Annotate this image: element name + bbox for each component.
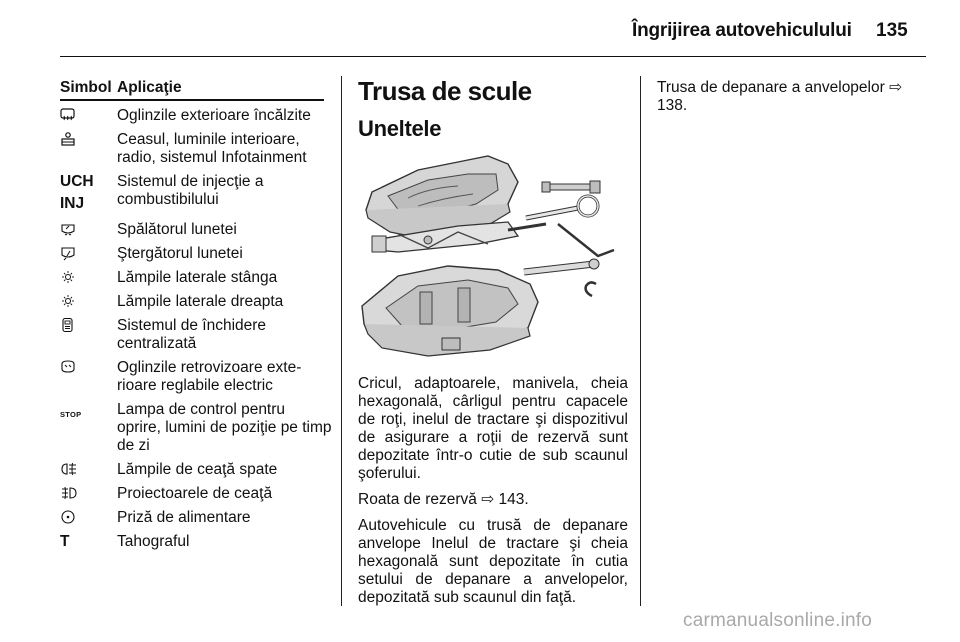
left-side-light-icon bbox=[60, 269, 114, 287]
power-socket-icon bbox=[60, 509, 114, 527]
table-header-rule bbox=[60, 99, 324, 101]
row-text: Proiectoarele de ceaţă bbox=[117, 485, 273, 502]
row-text: Lămpile laterale dreapta bbox=[117, 293, 284, 310]
table-row bbox=[60, 131, 326, 167]
table-row bbox=[60, 107, 326, 125]
uch-inj-line: INJ bbox=[60, 195, 85, 212]
right-side-light-icon bbox=[60, 293, 114, 311]
rear-fog-icon bbox=[60, 461, 114, 479]
table-row bbox=[60, 269, 326, 287]
header-title: Îngrijirea autovehiculului bbox=[632, 20, 852, 41]
row-text: Oglinzile exterioare încălzite bbox=[117, 107, 311, 124]
paragraph-tools: Cricul, adaptoarele, manivela, cheia hexagonală, cârligul pentru capacele de roţi, inelul de tractare şi dispozitivul de asigurare a roţii de rezervă sunt depozitate într-o cutie de sub scaunul şoferului. bbox=[358, 375, 628, 482]
table-row bbox=[60, 221, 326, 239]
table-row bbox=[60, 359, 326, 395]
row-text: Oglinzile retrovizoare exte- rioare reglabile electric bbox=[117, 359, 302, 394]
tool-kit-section bbox=[358, 76, 626, 142]
row-text: Tahograful bbox=[117, 533, 190, 550]
rear-washer-icon bbox=[60, 221, 114, 239]
watermark: carmanualsonline.info bbox=[683, 610, 873, 631]
row-text: Ceasul, luminile interioare, radio, sistemul Infotainment bbox=[117, 131, 307, 166]
row-text: Priză de alimentare bbox=[117, 509, 251, 526]
column-3 bbox=[657, 79, 907, 115]
table-row bbox=[60, 461, 326, 479]
table-header bbox=[60, 79, 326, 99]
heated-mirror-icon bbox=[60, 107, 114, 125]
column-divider-1 bbox=[341, 76, 342, 606]
row-text: Sistemul de închidere centralizată bbox=[117, 317, 267, 352]
table-row bbox=[60, 509, 326, 527]
table-row bbox=[60, 293, 326, 311]
stop-label: STOP bbox=[60, 410, 82, 419]
column-header-application: Aplicaţie bbox=[117, 79, 182, 96]
uch-inj-label bbox=[60, 171, 114, 212]
table-row bbox=[60, 533, 326, 551]
row-text: Sistemul de injecţie a combustibilului bbox=[117, 173, 264, 208]
interior-lamp-icon bbox=[60, 131, 114, 149]
column-header-symbol: Simbol bbox=[60, 79, 112, 96]
paragraph-tyre-repair-kit-ref: Trusa de depanare a anvelopelor ⇨ 138. bbox=[657, 79, 903, 114]
uch-inj-line: UCH bbox=[60, 173, 94, 190]
row-text: Lampa de control pentru oprire, lumini de poziţie pe timp de zi bbox=[117, 401, 332, 454]
table-row bbox=[60, 317, 326, 353]
tool-kit-text bbox=[358, 375, 628, 615]
row-text: Lămpile laterale stânga bbox=[117, 269, 278, 286]
header-rule bbox=[60, 56, 926, 57]
row-text: Lămpile de ceaţă spate bbox=[117, 461, 278, 478]
section-title: Trusa de scule bbox=[358, 76, 532, 106]
front-fog-icon bbox=[60, 485, 114, 503]
paragraph-spare-wheel: Roata de rezervă ⇨ 143. bbox=[358, 491, 529, 508]
rear-wiper-icon bbox=[60, 245, 114, 263]
table-row bbox=[60, 485, 326, 503]
paragraph-tyre-repair: Autovehicule cu trusă de depanare anvelope Inelul de tractare şi cheia hexagonală sunt depozitate în cutia setului de depanare a anvelopelor, depozitată sub scaunul din faţă. bbox=[358, 517, 628, 606]
page-number: 135 bbox=[876, 20, 908, 41]
column-divider-2 bbox=[640, 76, 641, 606]
power-mirror-icon bbox=[60, 359, 114, 377]
row-text: Spălătorul lunetei bbox=[117, 221, 237, 238]
row-text: Ştergătorul lunetei bbox=[117, 245, 243, 262]
table-row bbox=[60, 173, 326, 215]
fuse-symbol-table bbox=[60, 79, 332, 551]
table-row bbox=[60, 401, 332, 455]
tool-kit-illustration bbox=[358, 152, 622, 360]
table-row bbox=[60, 245, 326, 263]
page-header bbox=[0, 0, 960, 60]
tachograph-label: T bbox=[60, 533, 70, 550]
section-subtitle: Uneltele bbox=[358, 116, 442, 141]
central-lock-icon bbox=[60, 317, 114, 335]
